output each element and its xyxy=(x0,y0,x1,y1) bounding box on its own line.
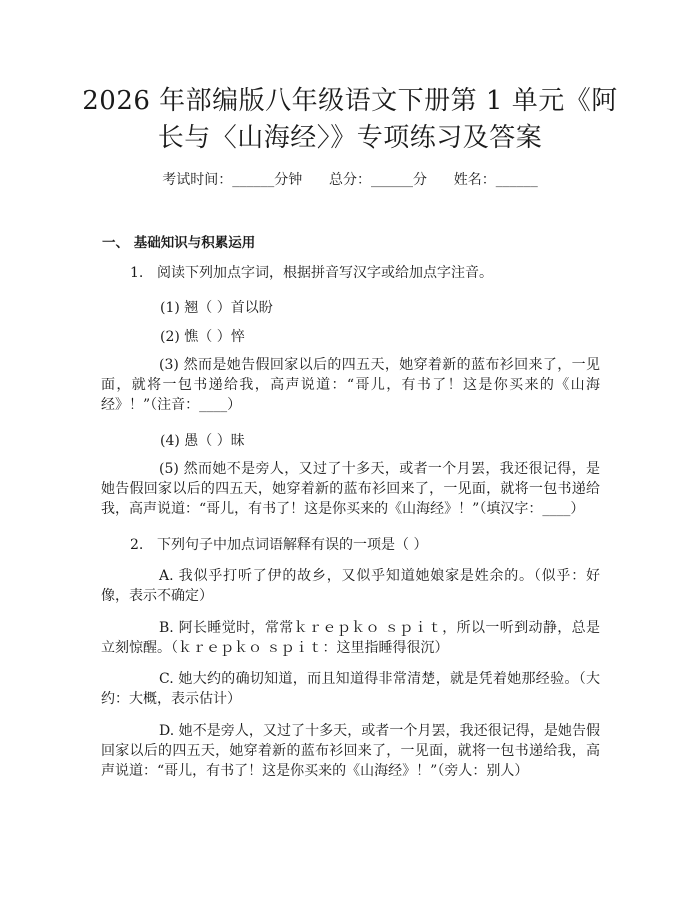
question-number: 2. xyxy=(130,537,144,553)
question-1-item-4: (4) 愚（ ）昧 xyxy=(160,433,245,449)
question-1-item-2: (2) 憔（ ）悴 xyxy=(160,329,245,345)
question-2 xyxy=(130,534,427,554)
page-title-line-1: 2026 年部编版八年级语文下册第 1 单元《阿 xyxy=(82,86,618,116)
question-text: 下列句子中加点词语解释有误的一项是（ ） xyxy=(157,537,428,553)
exam-info-line: 考试时间：______分钟 总分：______分 姓名：______ xyxy=(162,172,538,188)
question-1 xyxy=(130,262,493,282)
question-1-item-5: (5) 然而她不是旁人，又过了十多天，或者一个月罢，我还很记得，是她告假回家以后的四五天，她穿着新的蓝布衫回来了，一见面，就将一包书递给我，高声说道：“哥儿，有书了！这是你买来的《山海经》！”（填汉字：____） xyxy=(101,461,600,517)
option-c: C. 她大约的确切知道，而且知道得非常清楚，就是凭着她那经验。（大约：大概，表示估计） xyxy=(101,671,600,707)
question-1-item-1: (1) 翘（ ）首以盼 xyxy=(160,300,273,316)
option-a: A. 我似乎打听了伊的故乡，又似乎知道她娘家是姓余的。（似乎：好像，表示不确定） xyxy=(101,568,600,604)
option-b: B. 阿长睡觉时，常常ｋｒｅｐｋｏ ｓｐｉｔ，所以一听到动静，总是立刻惊醒。（ｋｒｅｐｋｏ ｓｐｉｔ：这里指睡得很沉） xyxy=(101,620,600,656)
option-d: D. 她不是旁人，又过了十多天，或者一个月罢，我还很记得，是她告假回家以后的四五天，她穿着新的蓝布衫回来了，一见面，就将一包书递给我，高声说道：“哥儿，有书了！这是你买来的《山海经》！”（旁人：别人） xyxy=(101,723,600,779)
page-title-line-2: 长与〈山海经〉》专项练习及答案 xyxy=(157,123,543,153)
section-heading: 一、 基础知识与积累运用 xyxy=(102,235,256,251)
question-1-item-3: (3) 然而是她告假回家以后的四五天，她穿着新的蓝布衫回来了，一见面，就将一包书递给我，高声说道：“哥儿，有书了！这是你买来的《山海经》！”（注音：____） xyxy=(101,357,600,413)
question-number: 1. xyxy=(130,265,144,281)
question-text: 阅读下列加点字词，根据拼音写汉字或给加点字注音。 xyxy=(157,265,493,281)
